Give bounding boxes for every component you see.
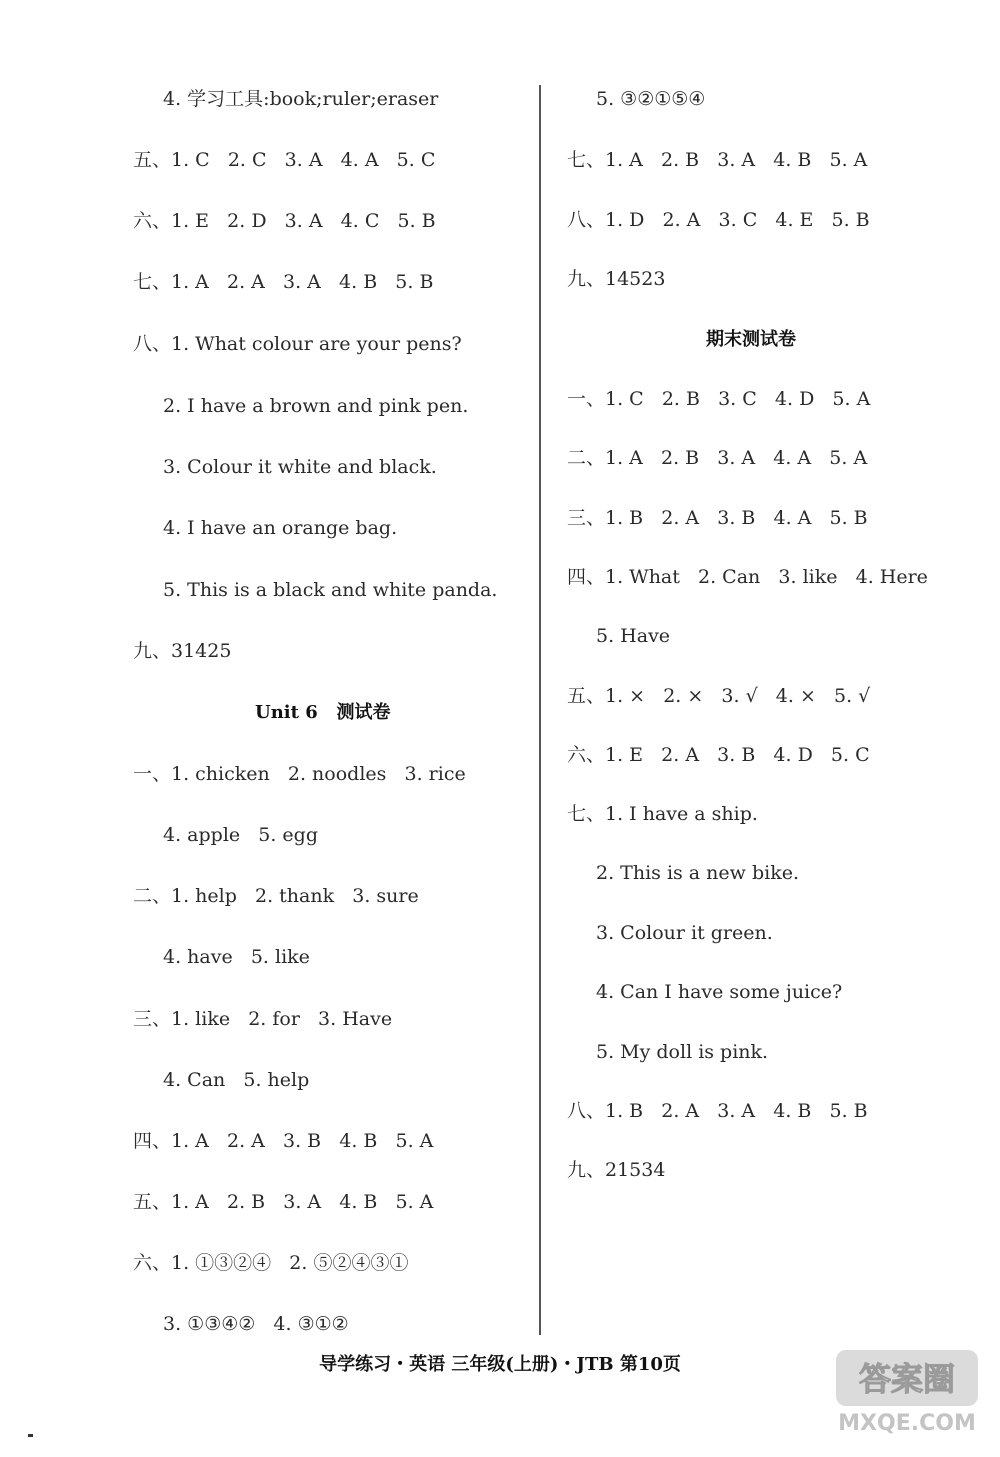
answer-line: 2. I have a brown and pink pen. [163, 395, 469, 417]
answer-line: 九、31425 [133, 640, 232, 662]
corner-mark [28, 1434, 33, 1437]
answer-line: 六、1. E 2. D 3. A 4. C 5. B [133, 210, 436, 232]
svg-text:MXQE.COM: MXQE.COM [838, 1411, 976, 1436]
answer-line: 二、1. A 2. B 3. A 4. A 5. A [567, 447, 868, 469]
answer-line: 5. Have [596, 625, 671, 647]
answer-line: 5. ③②①⑤④ [596, 88, 706, 110]
answer-line: 九、21534 [567, 1159, 666, 1181]
answer-line: 五、1. A 2. B 3. A 4. B 5. A [133, 1191, 434, 1213]
answer-line: 2. This is a new bike. [596, 862, 799, 884]
answer-line: 5. My doll is pink. [596, 1041, 769, 1063]
page-footer: 导学练习・英语 三年级(上册)・JTB 第10页 [319, 1354, 681, 1375]
answer-line: 六、1. ①③②④ 2. ⑤②④③① [133, 1252, 409, 1274]
answer-line: 3. Colour it green. [596, 922, 773, 944]
answer-line: 一、1. chicken 2. noodles 3. rice [133, 763, 466, 785]
answer-line: 4. apple 5. egg [163, 824, 318, 846]
answer-line: 六、1. E 2. A 3. B 4. D 5. C [567, 744, 870, 766]
answer-line: 五、1. C 2. C 3. A 4. A 5. C [133, 149, 436, 171]
answer-line: 七、1. A 2. A 3. A 4. B 5. B [133, 271, 434, 293]
answer-line: 二、1. help 2. thank 3. sure [133, 885, 419, 907]
section-heading-unit6: Unit 6 测试卷 [255, 702, 391, 723]
answer-line: 4. have 5. like [163, 946, 310, 968]
answer-line: 五、1. × 2. × 3. √ 4. × 5. √ [567, 685, 871, 707]
answer-line: 四、1. A 2. A 3. B 4. B 5. A [133, 1130, 434, 1152]
answer-line: 八、1. What colour are your pens? [133, 333, 462, 355]
answer-line: 3. ①③④② 4. ③①② [163, 1313, 349, 1335]
answer-line: 4. 学习工具:book;ruler;eraser [163, 88, 439, 110]
svg-text:答案圈: 答案圈 [858, 1360, 956, 1398]
answer-line: 八、1. D 2. A 3. C 4. E 5. B [567, 209, 870, 231]
answer-line: 三、1. like 2. for 3. Have [133, 1008, 393, 1030]
column-divider [539, 85, 541, 1335]
answer-line: 5. This is a black and white panda. [163, 579, 498, 601]
answer-line: 三、1. B 2. A 3. B 4. A 5. B [567, 507, 868, 529]
answer-line: 九、14523 [567, 268, 666, 290]
section-heading-final-exam: 期末测试卷 [706, 329, 796, 350]
watermark-logo-icon [832, 1344, 982, 1439]
answer-line: 一、1. C 2. B 3. C 4. D 5. A [567, 388, 871, 410]
answer-line: 4. I have an orange bag. [163, 517, 398, 539]
answer-line: 八、1. B 2. A 3. A 4. B 5. B [567, 1100, 868, 1122]
answer-line: 四、1. What 2. Can 3. like 4. Here [567, 566, 928, 588]
answer-line: 七、1. I have a ship. [567, 803, 758, 825]
answer-line: 4. Can 5. help [163, 1069, 310, 1091]
answer-line: 七、1. A 2. B 3. A 4. B 5. A [567, 149, 868, 171]
answer-line: 3. Colour it white and black. [163, 456, 437, 478]
answer-line: 4. Can I have some juice? [596, 981, 843, 1003]
